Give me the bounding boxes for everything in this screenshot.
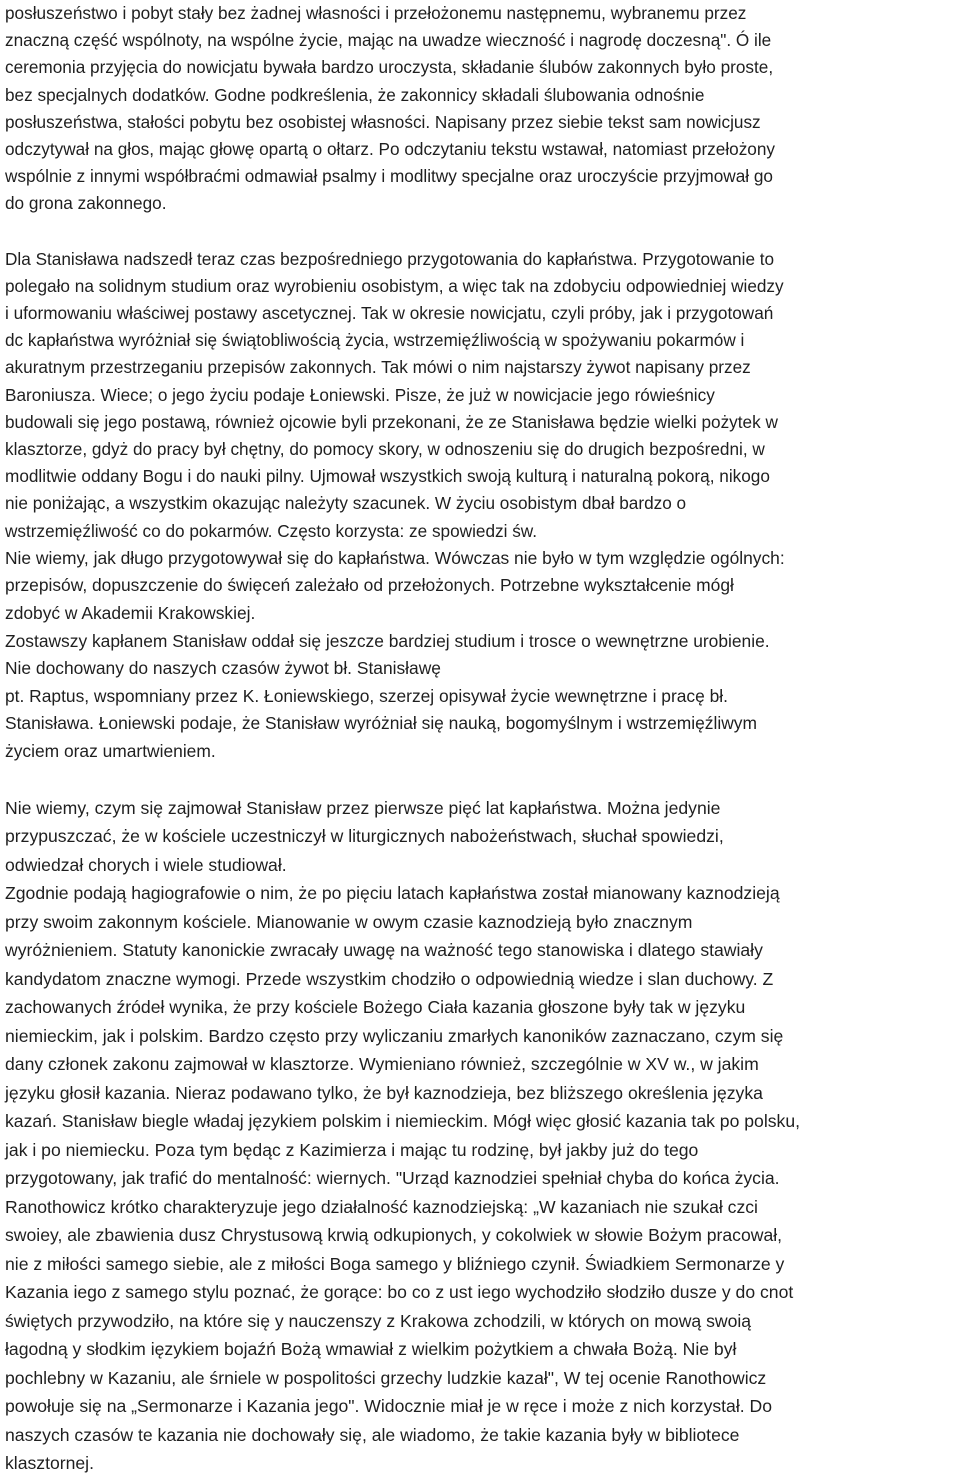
text-line: budowali się jego postawą, również ojcowie byli przekonani, że ze Stanisława będzie wielki pożytek w <box>5 411 778 432</box>
text-line: znaczną część wspólnoty, na wspólne życie, mając na uwadze wieczność i nagrodę doczesną". Ó ile <box>5 30 772 51</box>
text-line: kazań. Stanisław biegle władaj językiem polskim i niemieckim. Mógł więc głosić kazania tak po polsku, <box>5 1111 800 1132</box>
text-line: zdobyć w Akademii Krakowskiej. <box>5 603 256 624</box>
text-line: polegało na solidnym studium oraz wyrobieniu osobistym, a więc tak na zdobyciu odpowiedniej wiedzy <box>5 275 784 296</box>
text-line: posłuszeństwo i pobyt stały bez żadnej własności i przełożonemu następnemu, wybranemu przez <box>5 3 747 23</box>
text-line: i uformowaniu właściwej postawy ascetycznej. Tak w okresie nowicjatu, czyli próby, jak i przygotowań <box>5 303 774 324</box>
paragraph-priesthood-preparation <box>5 246 956 545</box>
text-line: pt. Raptus, wspomniany przez K. Łoniewskiego, szerzej opisywał życie wewnętrzne i pracę bł. <box>5 685 729 706</box>
paragraph-preacher <box>5 794 956 1478</box>
text-line: Stanisława. Łoniewski podaje, że Stanisław wyróżniał się nauką, bogomyślnym i wstrzemięźliwym <box>5 713 757 734</box>
text-line: Kazania iego z samego stylu poznać, że gorące: bo co z ust iego wychodziło słodziło dusze y do cnot <box>5 1282 794 1303</box>
text-line: łagodną y słodkim ięzykiem bojaźń Bożą wmawiał z wielkim pożytkiem a chwała Bożą. Nie był <box>5 1339 737 1360</box>
text-line: wyróżnieniem. Statuty kanonickie zwracały uwagę na ważność tego stanowiska i dlatego stawiały <box>5 940 763 961</box>
text-line: powołuje się na „Sermonarze i Kazania jego". Widocznie miał je w ręce i może z nich korzystał. Do <box>5 1396 773 1417</box>
text-line: świętych przywodziło, na które się y nauczenszy z Krakowa zchodzili, w których on mową swoią <box>5 1310 752 1331</box>
text-line: posłuszeństwa, stałości pobytu bez osobistej własności. Napisany przez siebie tekst sam nowicjusz <box>5 111 761 132</box>
text-line: życiem oraz umartwieniem. <box>5 741 216 762</box>
text-line: bez specjalnych dodatków. Godne podkreślenia, że zakonnicy składali ślubowania odnośnie <box>5 84 705 105</box>
text-line: Zgodnie podają hagiografowie o nim, że po pięciu latach kapłaństwa został mianowany kaznodzieją <box>5 883 780 904</box>
text-line: dany członek zakonu zajmował w klasztorze. Wymieniano również, szczególnie w XV w., w jakim <box>5 1054 759 1075</box>
text-line: wstrzemięźliwość co do pokarmów. Często korzysta: ze spowiedzi św. <box>5 520 538 541</box>
text-line: Dla Stanisława nadszedł teraz czas bezpośredniego przygotowania do kapłaństwa. Przygotowanie to <box>5 248 775 269</box>
text-line: Nie dochowany do naszych czasów żywot bł. Stanisławę <box>5 658 441 679</box>
text-line: swoiey, ale zbawienia dusz Chrystusową krwią odkupionych, y cokolwiek w słowie Bożym pracował, <box>5 1225 783 1246</box>
text-line: nie z miłości samego siebie, ale z miłości Boga samego y bliźniego czynił. Świadkiem Sermonarze y <box>5 1253 785 1274</box>
text-line: naszych czasów te kazania nie dochowały się, ale wiadomo, że takie kazania były w bibliotece <box>5 1424 740 1445</box>
text-line: przepisów, dopuszczenie do święceń zależało od przełożonych. Potrzebne wykształcenie mógł <box>5 575 734 596</box>
text-line: Nie wiemy, jak długo przygotowywał się do kapłaństwa. Wówczas nie było w tym względzie ogólnych: <box>5 547 785 568</box>
text-line: przygotowany, jak trafić do mentalność: wiernych. "Urząd kaznodziei spełniał chyba do końca życia. <box>5 1168 780 1189</box>
text-line: wspólnie z innymi współbraćmi odmawiał psalmy i modlitwy specjalne oraz uroczyście przyjmował go <box>5 166 773 187</box>
text-line: Ranothowicz krótko charakteryzuje jego działalność kaznodziejską: „W kazaniach nie szukał czci <box>5 1196 758 1217</box>
text-line: kandydatom znaczne wymogi. Przede wszystkim chodziło o odpowiednią wiedze i slan duchowy. Z <box>5 968 774 989</box>
text-line: Nie wiemy, czym się zajmował Stanisław przez pierwsze pięć lat kapłaństwa. Można jedynie <box>5 797 721 818</box>
text-line: Zostawszy kapłanem Stanisław oddał się jeszcze bardziej studium i trosce o wewnętrzne urobienie. <box>5 630 770 651</box>
paragraph-novitiate-ceremony <box>5 0 956 218</box>
text-line: nie poniżając, a wszystkim okazując należyty szacunek. W życiu osobistym dbał bardzo o <box>5 493 687 514</box>
paragraph-ordination <box>5 545 956 766</box>
text-line: akuratnym przestrzeganiu przepisów zakonnych. Tak mówi o nim najstarszy żywot napisany przez <box>5 357 751 378</box>
text-line: pochlebny w Kazaniu, ale śrniele w pospolitości grzechy ludzkie kazał", W tej ocenie Ranothowicz <box>5 1367 767 1388</box>
text-line: języku głosił kazania. Nieraz podawano tylko, że był kaznodzieja, bez bliższego określenia języka <box>5 1082 763 1103</box>
text-line: dc kapłaństwa wyróżniał się świątobliwością życia, wstrzemięźliwością w spożywaniu pokarmów i <box>5 330 745 351</box>
text-line: klasztorze, gdyż do pracy był chętny, do pomocy skory, w odnoszeniu się do drugich bezpośredni, w <box>5 439 765 460</box>
text-line: odwiedzał chorych i wiele studiował. <box>5 854 287 875</box>
text-line: odczytywał na głos, mając głowę opartą o ołtarz. Po odczytaniu tekstu wstawał, natomiast przełożony <box>5 139 775 160</box>
text-line: przypuszczać, że w kościele uczestniczył w liturgicznych nabożeństwach, słuchał spowiedzi, <box>5 826 724 847</box>
text-line: do grona zakonnego. <box>5 193 167 214</box>
text-line: zachowanych źródeł wynika, że przy kościele Bożego Ciała kazania głoszone były tak w języku <box>5 997 746 1018</box>
text-line: ceremonia przyjęcia do nowicjatu bywała bardzo uroczysta, składanie ślubów zakonnych było proste, <box>5 57 774 78</box>
text-line: klasztornej. <box>5 1453 94 1474</box>
text-line: jak i po niemiecku. Poza tym będąc z Kazimierza i mając tu rodzinę, był jakby już do tego <box>5 1139 699 1160</box>
text-line: przy swoim zakonnym kościele. Mianowanie w owym czasie kaznodzieją było znacznym <box>5 911 693 932</box>
text-line: niemieckim, jak i polskim. Bardzo często przy wyliczaniu zmarłych kanoników zaznaczano, czym się <box>5 1025 784 1046</box>
text-line: Baroniusza. Wiece; o jego życiu podaje Łoniewski. Pisze, że już w nowicjacie jego rówieśnicy <box>5 384 715 405</box>
text-line: modlitwie oddany Bogu i do nauki pilny. Ujmował wszystkich swoją kulturą i naturalną pokorą, nikogo <box>5 466 770 487</box>
